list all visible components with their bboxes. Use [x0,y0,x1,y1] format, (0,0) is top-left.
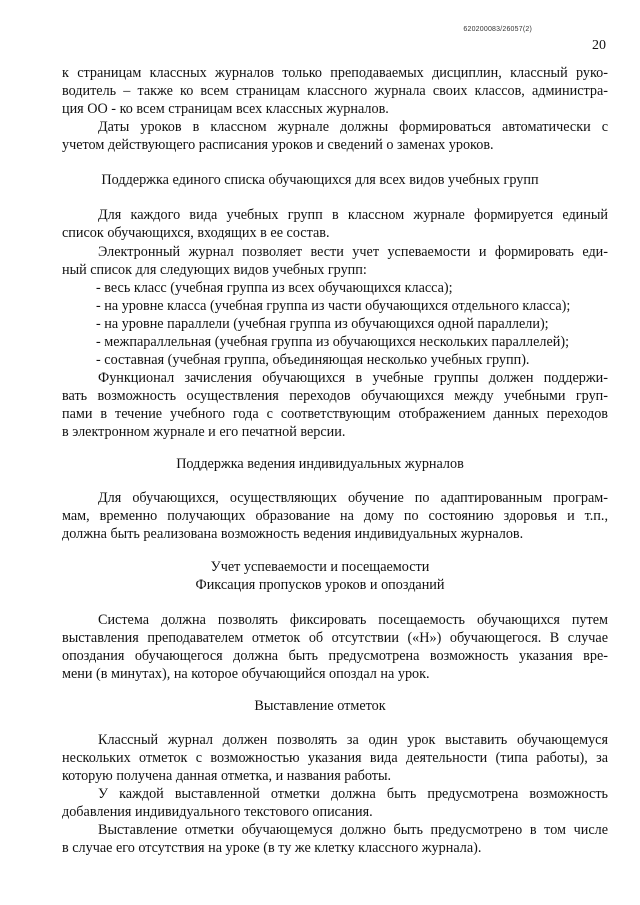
section-heading: Поддержка ведения индивидуальных журналов [176,456,464,472]
list-item: - на уровне класса (учебная группа из части обучающихся отдельного класса); [96,298,571,314]
paragraph-line: Даты уроков в классном журнале должны формироваться автоматически с [98,119,608,135]
document-id: 620200083/26057(2) [463,26,532,33]
paragraph-line: Классный журнал должен позволять за один урок выставить обучающемуся [98,732,608,748]
paragraph-line: добавления индивидуального текстового описания. [62,804,373,820]
paragraph-line: в электронном журнале и его печатной версии. [62,424,346,440]
paragraph-line: пами в течение учебного года с соответствующим отображением данных переходов [62,406,608,422]
list-item: - составная (учебная группа, объединяющая несколько учебных групп). [96,352,530,368]
list-item: - межпараллельная (учебная группа из обучающихся нескольких параллелей); [96,334,570,350]
list-item: - весь класс (учебная группа из всех обучающихся класса); [96,280,453,296]
paragraph-line: Для обучающихся, осуществляющих обучение по адаптированным програм- [98,490,608,506]
paragraph-line: Система должна позволять фиксировать посещаемость обучающихся путем [98,612,608,628]
section-heading: Учет успеваемости и посещаемости [210,559,430,575]
paragraph-line: выставления преподавателем отметок об отсутствии («Н») обучающегося. В случае [62,630,608,646]
paragraph-line: ный список для следующих видов учебных групп: [62,262,367,278]
paragraph-line: Выставление отметки обучающемуся должно быть предусмотрено в том числе [98,822,608,838]
paragraph-line: Функционал зачисления обучающихся в учебные группы должен поддержи- [98,370,608,386]
paragraph-line: Электронный журнал позволяет вести учет успеваемости и формировать еди- [98,244,608,260]
paragraph-line: Для каждого вида учебных групп в классном журнале формируется единый [98,207,608,223]
paragraph-line: нескольких отметок с возможностью указания вида деятельности (типа работы), за [62,750,608,766]
paragraph-line: мени (в минутах), на которое обучающийся опоздал на урок. [62,666,430,682]
paragraph-line: список обучающихся, входящих в ее состав. [62,225,330,241]
paragraph-line: опоздания обучающегося должна быть предусмотрена возможность указания вре- [62,648,608,664]
section-heading: Выставление отметок [254,698,386,714]
paragraph-line: должна быть реализована возможность ведения индивидуальных журналов. [62,526,524,542]
page-number: 20 [592,38,606,53]
paragraph-line: водитель – также ко всем страницам классного журнала своих классов, администра- [62,83,608,99]
paragraph-line: в случае его отсутствия на уроке (в ту же клетку классного журнала). [62,840,482,856]
paragraph-line: мам, временно получающих образование на дому по состоянию здоровья и т.п., [62,508,608,524]
paragraph-line: вать возможность осуществления переходов обучающихся между учебными груп- [62,388,608,404]
paragraph-line: ция ОО - ко всем страницам всех классных журналов. [62,101,389,117]
paragraph-line: У каждой выставленной отметки должна быть предусмотрена возможность [98,786,608,802]
paragraph-line: учетом действующего расписания уроков и сведений о заменах уроков. [62,137,494,153]
list-item: - на уровне параллели (учебная группа из обучающихся одной параллели); [96,316,549,332]
paragraph-line: которую получена данная отметка, и названия работы. [62,768,392,784]
paragraph-line: к страницам классных журналов только преподаваемых дисциплин, классный руко- [62,65,608,81]
subsection-heading: Фиксация пропусков уроков и опозданий [195,577,445,593]
section-heading: Поддержка единого списка обучающихся для всех видов учебных групп [101,172,539,188]
